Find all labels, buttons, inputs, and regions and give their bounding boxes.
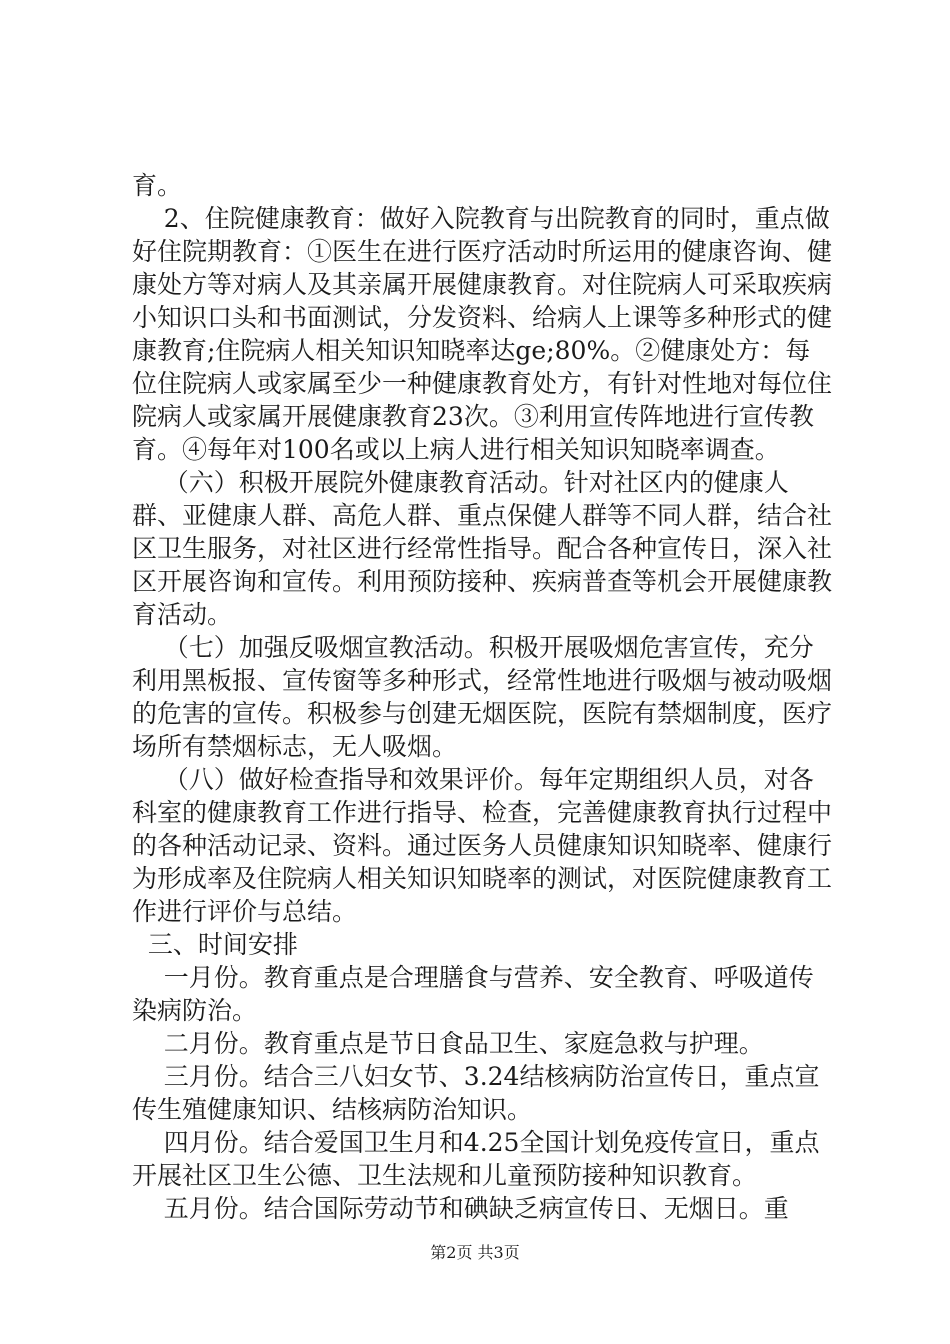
paragraph-january: 一月份。教育重点是合理膳食与营养、安全教育、呼吸道传染病防治。 — [132, 963, 814, 1025]
page-footer — [0, 1243, 950, 1263]
paragraph-inpatient-education: 2、住院健康教育：做好入院教育与出院教育的同时，重点做好住院期教育：①医生在进行医疗活动时所运用的健康咨询、健康处方等对病人及其亲属开展健康教育。对住院病人可采取疾病小知识口头和书面测试，分发资料、给病人上课等多种形式的健康教育;住院病人相关知识知晓率达ge;80%。②健康处方：每位住院病人或家属至少一种健康教育处方，有针对性地对每位住院病人或家属开展健康教育23次。③利用宣传阵地进行宣传教育。④每年对100名或以上病人进行相关知识知晓率调查。 — [132, 204, 833, 464]
paragraph-february: 二月份。教育重点是节日食品卫生、家庭急救与护理。 — [132, 1029, 764, 1058]
paragraph-april: 四月份。结合爱国卫生月和4.25全国计划免疫传宣日，重点开展社区卫生公德、卫生法规和儿童预防接种知识教育。 — [132, 1128, 820, 1190]
paragraph-may: 五月份。结合国际劳动节和碘缺乏病宣传日、无烟日。重 — [132, 1194, 789, 1223]
section-heading-schedule: 三、时间安排 — [132, 930, 298, 959]
page-number-label: 第2页 共3页 — [430, 1243, 520, 1262]
paragraph-march: 三月份。结合三八妇女节、3.24结核病防治宣传日，重点宣传生殖健康知识、结核病防治知识。 — [132, 1062, 820, 1124]
paragraph-anti-smoking: （七）加强反吸烟宣教活动。积极开展吸烟危害宣传，充分利用黑板报、宣传窗等多种形式，经常性地进行吸烟与被动吸烟的危害的宣传。积极参与创建无烟医院，医院有禁烟制度，医疗场所有禁烟标志，无人吸烟。 — [132, 633, 833, 761]
paragraph-evaluation: （八）做好检查指导和效果评价。每年定期组织人员，对各科室的健康教育工作进行指导、检查，完善健康教育执行过程中的各种活动记录、资料。通过医务人员健康知识知晓率、健康行为形成率及住院病人相关知识知晓率的测试，对医院健康教育工作进行评价与总结。 — [132, 765, 833, 926]
paragraph-outreach-education: （六）积极开展院外健康教育活动。针对社区内的健康人群、亚健康人群、高危人群、重点保健人群等不同人群，结合社区卫生服务，对社区进行经常性指导。配合各种宣传日，深入社区开展咨询和宣传。利用预防接种、疾病普查等机会开展健康教育活动。 — [132, 468, 833, 629]
document-body — [132, 169, 832, 1225]
paragraph-continuation: 育。 — [132, 171, 183, 200]
